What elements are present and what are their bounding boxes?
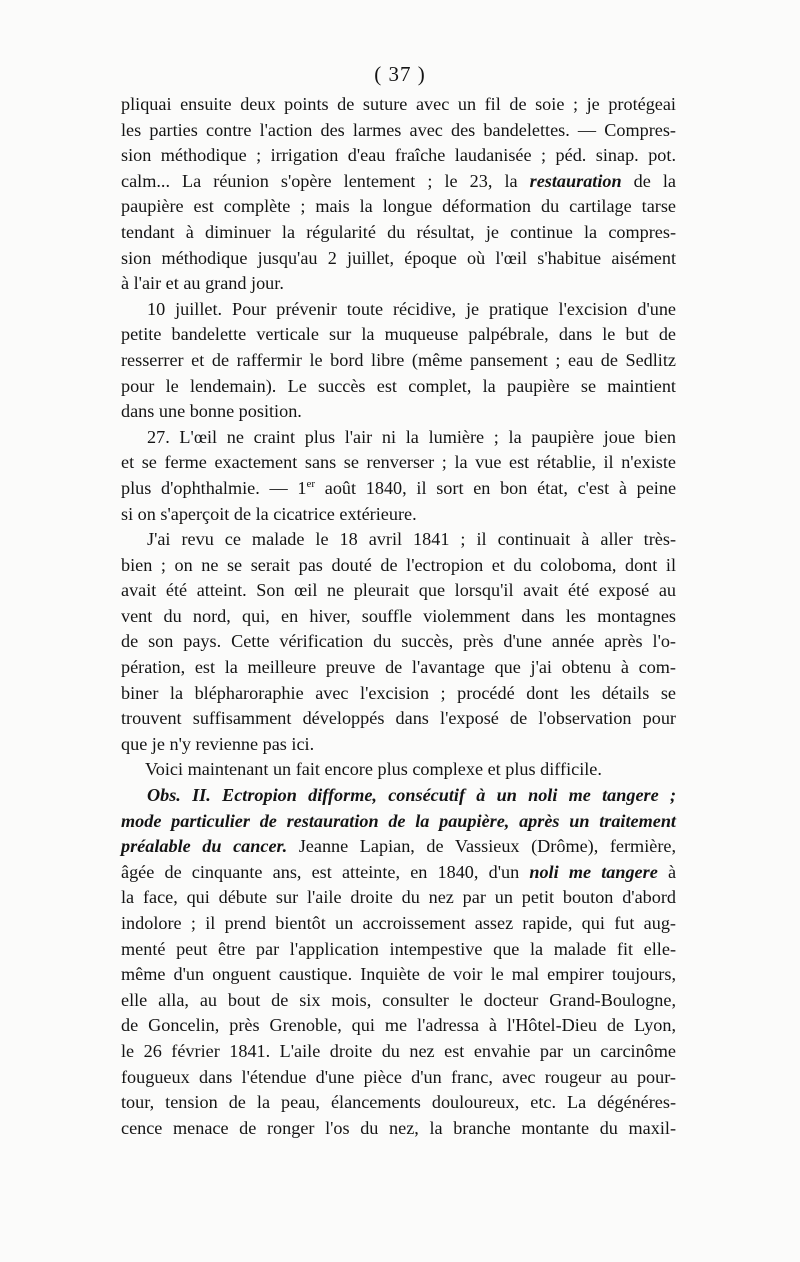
emphasis: noli me tangere xyxy=(529,861,658,882)
text-line: dans une bonne position. xyxy=(121,401,302,422)
text-line: petite bandelette verticale sur la muqueuse palpébrale, dans le but de xyxy=(121,324,676,345)
text-line: que je n'y revienne pas ici. xyxy=(121,733,315,754)
text-line: la face, qui débute sur l'aile droite du nez par un petit bouton d'abord xyxy=(121,887,676,908)
text-line: vent du nord, qui, en hiver, souffle violemment dans les montagnes xyxy=(121,605,676,626)
text-line: pliquai ensuite deux points de suture avec un fil de soie ; je protégeai xyxy=(121,94,676,114)
emphasis: restauration xyxy=(529,170,622,191)
text-line: et se ferme exactement sans se renverser ; la vue est rétablie, il n'existe xyxy=(121,452,676,473)
text-line: pération, est la meilleure preuve de l'avantage que j'ai obtenu à com- xyxy=(121,657,676,678)
observation-heading: Obs. II. Ectropion difforme, consécutif à un noli me tangere ; xyxy=(147,785,676,806)
text-line: paupière est complète ; mais la longue déformation du cartilage tarse xyxy=(121,196,676,217)
text-line: resserrer et de raffermir le bord libre (même pansement ; eau de Sedlitz xyxy=(121,349,676,370)
text-line: Voici maintenant un fait encore plus complexe et plus difficile. xyxy=(145,759,602,780)
text-line: sion méthodique jusqu'au 2 juillet, époque où l'œil s'habitue aisément xyxy=(121,247,676,268)
text-line: indolore ; il prend bientôt un accroissement assez rapide, qui fut aug- xyxy=(121,913,676,933)
text-line: 10 juillet. Pour prévenir toute récidive, je pratique l'excision d'une xyxy=(147,298,676,319)
text-line: préalable du cancer. Jeanne Lapian, de Vassieux (Drôme), fermière, xyxy=(121,836,676,857)
text-line: J'ai revu ce malade le 18 avril 1841 ; il continuait à aller très- xyxy=(147,529,676,550)
text-line: pour le lendemain). Le succès est complet, la paupière se maintient xyxy=(121,375,676,396)
text-line: avait été atteint. Son œil ne pleurait que lorsqu'il avait été exposé au xyxy=(121,580,676,601)
text-line: de son pays. Cette vérification du succès, près d'une année après l'o- xyxy=(121,631,676,652)
text-line: plus d'ophthalmie. — 1er août 1840, il sort en bon état, c'est à peine xyxy=(121,477,677,498)
text-line: le 26 février 1841. L'aile droite du nez est envahie par un carcinôme xyxy=(121,1040,676,1061)
text-line: biner la blépharoraphie avec l'excision ; procédé dont les détails se xyxy=(121,682,676,703)
superscript: er xyxy=(306,477,316,490)
page-number: ( 37 ) xyxy=(374,62,426,86)
text-line: 27. L'œil ne craint plus l'air ni la lumière ; la paupière joue bien xyxy=(147,426,676,447)
text-line: fougueux dans l'étendue d'une pièce d'un franc, avec rougeur au pour- xyxy=(121,1066,676,1087)
text-line: tendant à diminuer la régularité du résultat, je continue la compres- xyxy=(121,221,676,242)
text-line: de Goncelin, près Grenoble, qui me l'adressa à l'Hôtel-Dieu de Lyon, xyxy=(121,1015,676,1036)
text-line: menté peut être par l'application intempestive que la malade fit elle- xyxy=(121,938,676,959)
text-line: même d'un onguent caustique. Inquiète de voir le mal empirer toujours, xyxy=(121,964,676,985)
text-line: sion méthodique ; irrigation d'eau fraîche laudanisée ; péd. sinap. pot. xyxy=(121,145,676,166)
text-line: âgée de cinquante ans, est atteinte, en 1840, d'un noli me tangere à xyxy=(121,861,677,882)
text-line: si on s'aperçoit de la cicatrice extérieure. xyxy=(121,503,417,524)
text-line: elle alla, au bout de six mois, consulter le docteur Grand-Boulogne, xyxy=(121,989,676,1010)
text-line: tour, tension de la peau, élancements douloureux, etc. La dégénéres- xyxy=(121,1092,676,1113)
text-line: les parties contre l'action des larmes avec des bandelettes. — Compres- xyxy=(121,119,676,140)
text-line: calm... La réunion s'opère lentement ; le 23, la restauration de la xyxy=(121,170,677,191)
observation-heading: préalable du cancer. xyxy=(121,836,288,857)
text-line: à l'air et au grand jour. xyxy=(121,273,284,294)
text-line: bien ; on ne se serait pas douté de l'ectropion et du coloboma, dont il xyxy=(121,554,676,575)
observation-heading: mode particulier de restauration de la paupière, après un traitement xyxy=(121,810,676,831)
text-line: cence menace de ronger l'os du nez, la branche montante du maxil- xyxy=(121,1117,676,1138)
body-text xyxy=(121,92,676,1141)
text-line: trouvent suffisamment développés dans l'exposé de l'observation pour xyxy=(121,708,676,729)
